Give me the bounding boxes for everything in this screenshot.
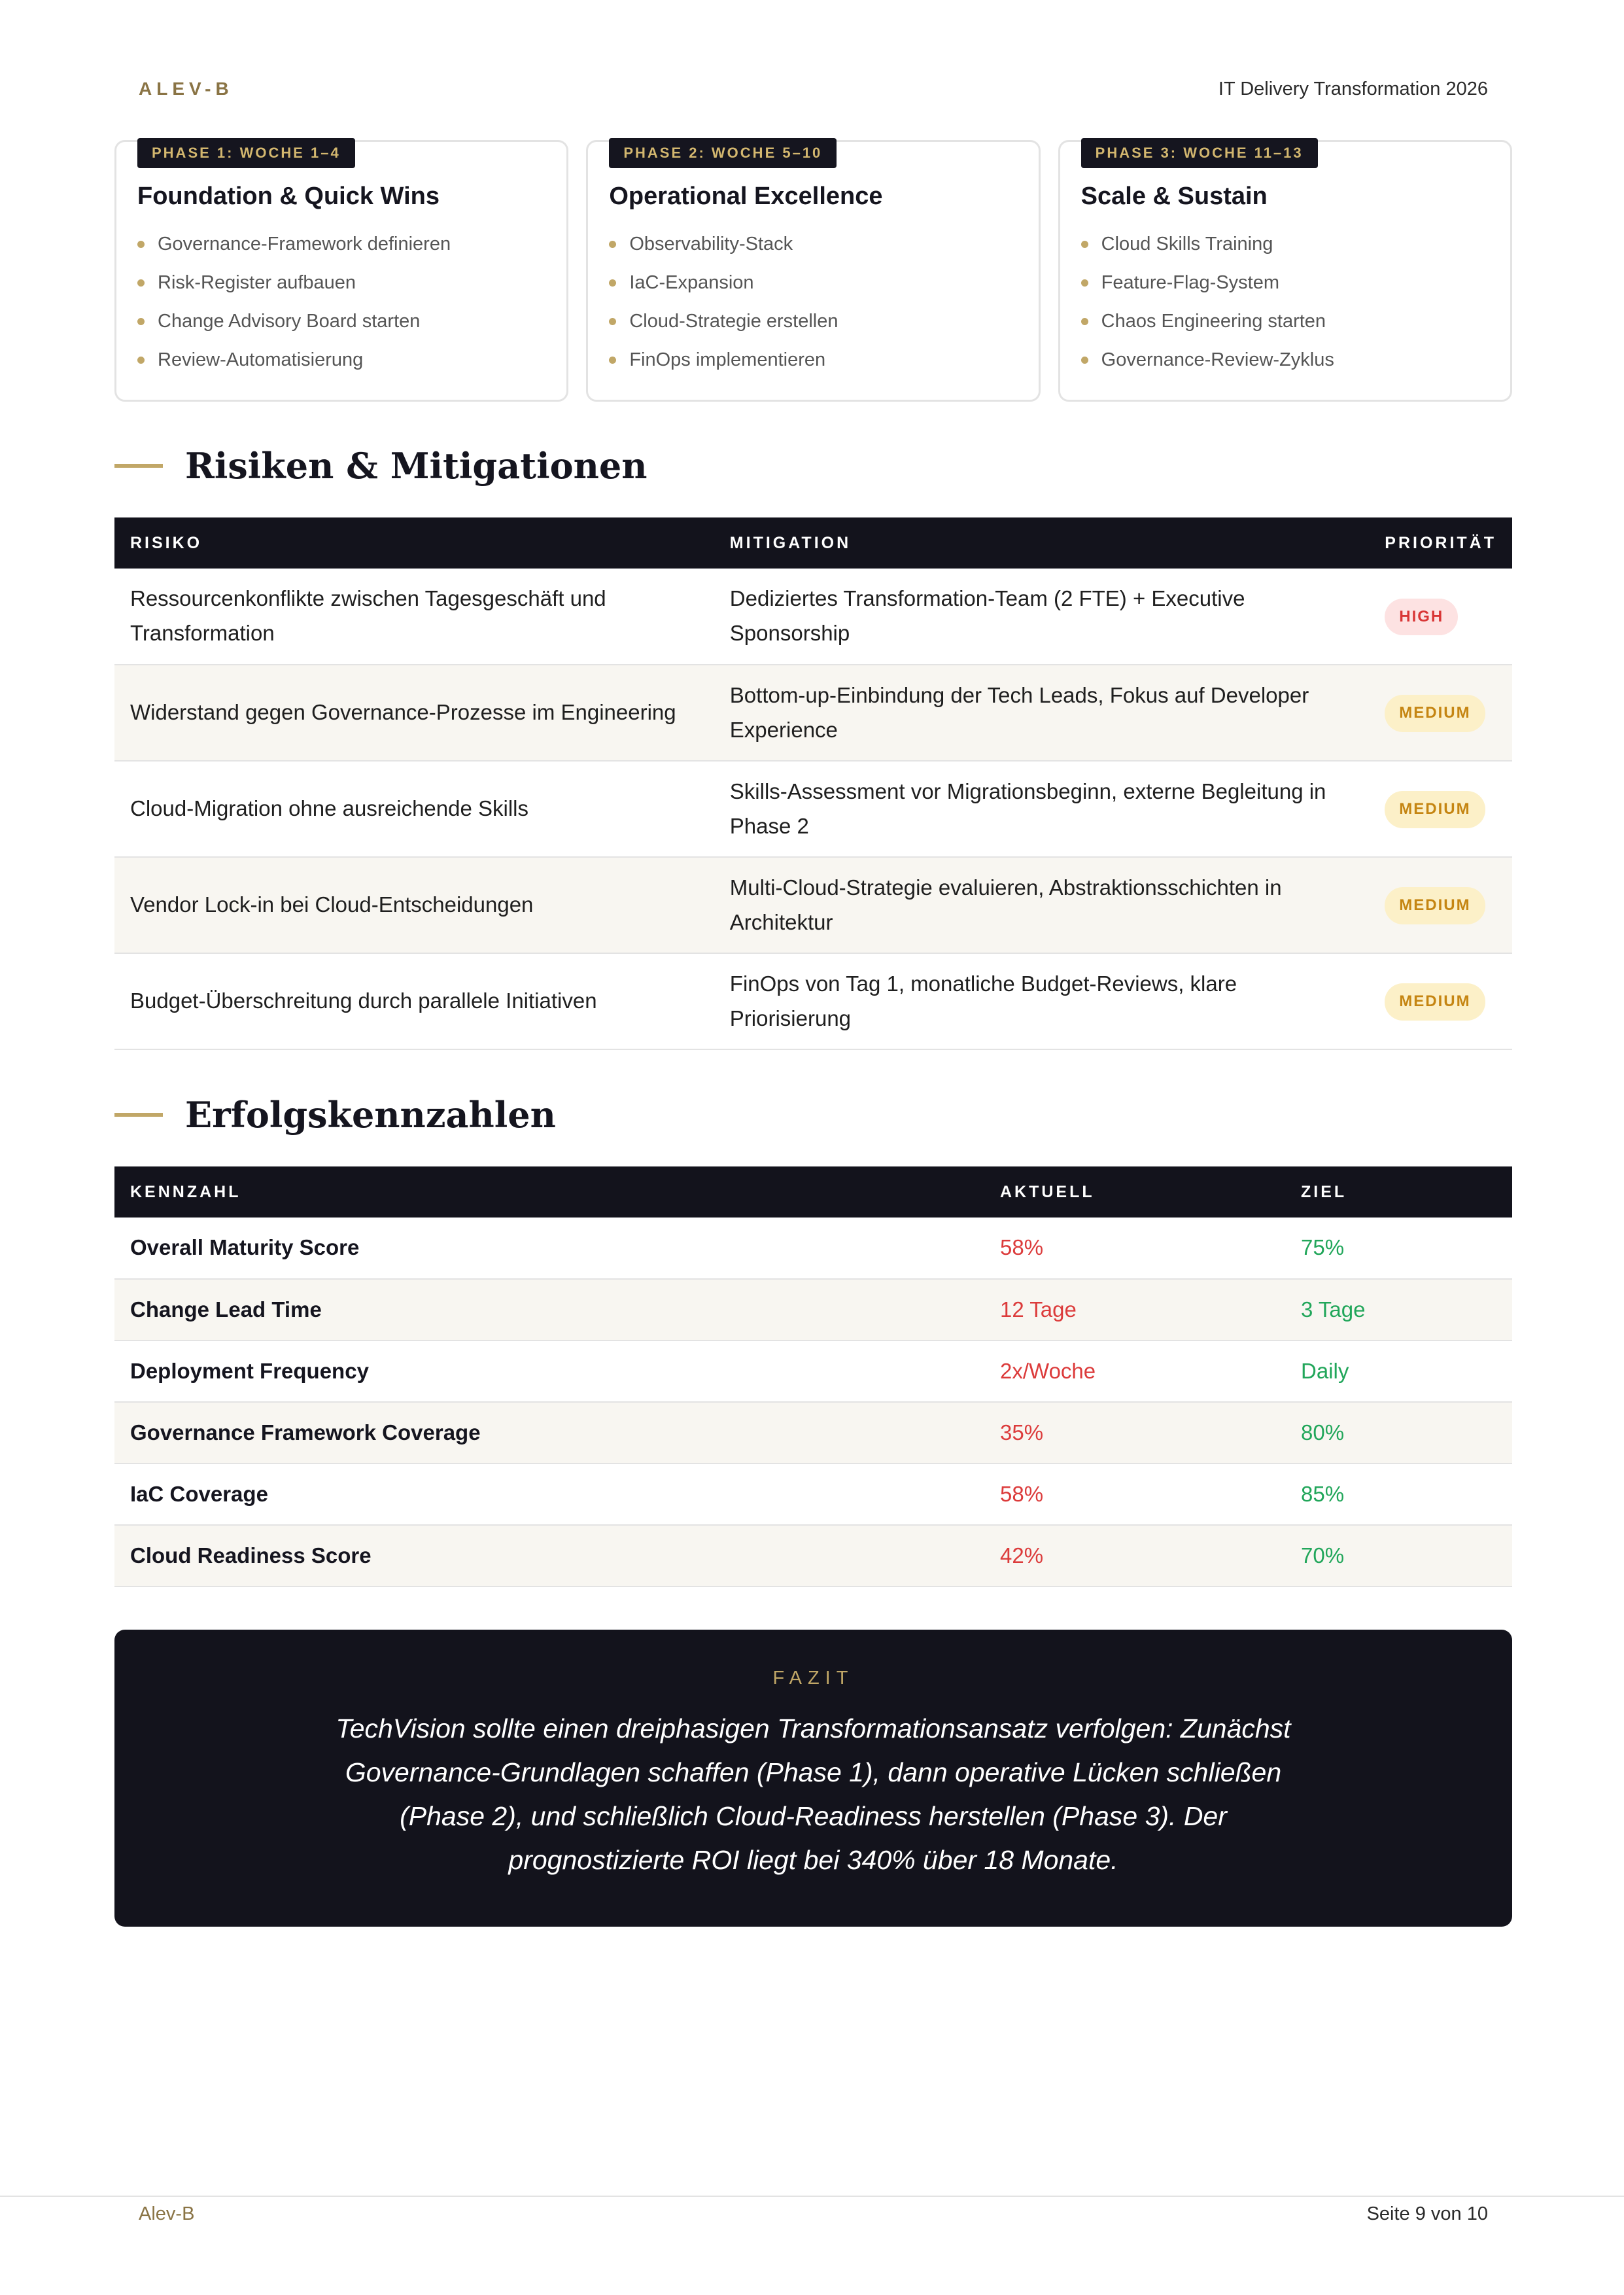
kpi-section-heading (114, 1094, 556, 1136)
priority-badge: MEDIUM (1385, 983, 1485, 1020)
phase-title: Scale & Sustain (1080, 183, 1268, 210)
bullet-icon (1081, 279, 1088, 287)
table-row (114, 569, 1512, 665)
page-number: Seite 9 von 10 (1366, 2203, 1488, 2224)
risk-cell: Vendor Lock-in bei Cloud-Entscheidungen (114, 857, 714, 953)
section-title: Risiken & Mitigationen (185, 445, 648, 487)
table-row (114, 1525, 1512, 1586)
kpi-current: 35% (984, 1402, 1285, 1463)
priority-badge: MEDIUM (1385, 887, 1485, 924)
kpi-current: 58% (984, 1218, 1285, 1279)
list-item: Risk-Register aufbauen (137, 264, 545, 302)
list-item: Cloud Skills Training (1081, 225, 1489, 264)
phase-tag: PHASE 1: WOCHE 1–4 (137, 138, 355, 168)
conclusion-label: FAZIT (772, 1668, 854, 1689)
priority-cell (1369, 953, 1512, 1049)
list-item: Review-Automatisierung (137, 341, 545, 379)
phase-cards (114, 140, 1512, 402)
bullet-icon (137, 279, 145, 287)
bullet-icon (137, 241, 145, 248)
kpi-target: 70% (1285, 1525, 1512, 1586)
priority-cell (1369, 569, 1512, 665)
kpi-name: Change Lead Time (114, 1279, 984, 1340)
mitigation-cell: Skills-Assessment vor Migrationsbeginn, externe Begleitung in Phase 2 (714, 761, 1369, 857)
column-header-mitigation: MITIGATION (714, 517, 1369, 569)
risks-table (114, 517, 1512, 1050)
table-row (114, 761, 1512, 857)
priority-cell (1369, 665, 1512, 761)
mitigation-cell: Bottom-up-Einbindung der Tech Leads, Fokus auf Developer Experience (714, 665, 1369, 761)
phase-title: Foundation & Quick Wins (137, 183, 440, 210)
column-header-priority: PRIORITÄT (1369, 517, 1512, 569)
list-item: Governance-Review-Zyklus (1081, 341, 1489, 379)
bullet-icon (1081, 241, 1088, 248)
table-row (114, 953, 1512, 1049)
risks-section-heading (114, 445, 648, 487)
bullet-icon (609, 357, 616, 364)
phase-card-3 (1058, 140, 1512, 402)
footer-brand: Alev-B (139, 2203, 195, 2224)
bullet-icon (609, 318, 616, 325)
kpi-target: Daily (1285, 1340, 1512, 1402)
list-item: Observability-Stack (609, 225, 1017, 264)
table-row (114, 857, 1512, 953)
table-row (114, 1463, 1512, 1525)
kpi-current: 58% (984, 1463, 1285, 1525)
list-item: Change Advisory Board starten (137, 302, 545, 341)
kpi-name: IaC Coverage (114, 1463, 984, 1525)
table-row (114, 1340, 1512, 1402)
mitigation-cell: FinOps von Tag 1, monatliche Budget-Reviews, klare Priorisierung (714, 953, 1369, 1049)
priority-cell (1369, 857, 1512, 953)
kpi-target: 80% (1285, 1402, 1512, 1463)
phase-item-list (609, 225, 1017, 379)
table-row (114, 1218, 1512, 1279)
phase-card-2 (586, 140, 1040, 402)
phase-item-list (1081, 225, 1489, 379)
mitigation-cell: Dediziertes Transformation-Team (2 FTE) + Executive Sponsorship (714, 569, 1369, 665)
list-item: Cloud-Strategie erstellen (609, 302, 1017, 341)
priority-badge: HIGH (1385, 599, 1458, 635)
bullet-icon (137, 357, 145, 364)
bullet-icon (609, 279, 616, 287)
bullet-icon (137, 318, 145, 325)
list-item: Governance-Framework definieren (137, 225, 545, 264)
priority-badge: MEDIUM (1385, 791, 1485, 828)
column-header-risk: RISIKO (114, 517, 714, 569)
phase-item-list (137, 225, 545, 379)
column-header-target: ZIEL (1285, 1166, 1512, 1218)
phase-tag: PHASE 3: WOCHE 11–13 (1081, 138, 1318, 168)
bullet-icon (1081, 357, 1088, 364)
header-doc-title: IT Delivery Transformation 2026 (1218, 79, 1488, 99)
kpi-target: 85% (1285, 1463, 1512, 1525)
list-item: FinOps implementieren (609, 341, 1017, 379)
kpi-target: 3 Tage (1285, 1279, 1512, 1340)
column-header-kpi: KENNZAHL (114, 1166, 984, 1218)
kpi-target: 75% (1285, 1218, 1512, 1279)
risk-cell: Widerstand gegen Governance-Prozesse im Engineering (114, 665, 714, 761)
heading-accent-bar (114, 464, 163, 468)
table-row (114, 665, 1512, 761)
list-item: IaC-Expansion (609, 264, 1017, 302)
risk-cell: Cloud-Migration ohne ausreichende Skills (114, 761, 714, 857)
list-item: Chaos Engineering starten (1081, 302, 1489, 341)
table-row (114, 1279, 1512, 1340)
kpi-table (114, 1166, 1512, 1587)
risk-cell: Budget-Überschreitung durch parallele Initiativen (114, 953, 714, 1049)
footer-divider (0, 2196, 1624, 2197)
list-item: Feature-Flag-System (1081, 264, 1489, 302)
kpi-name: Overall Maturity Score (114, 1218, 984, 1279)
conclusion-text: TechVision sollte einen dreiphasigen Transformationsansatz verfolgen: Zunächst Governance-Grundlagen schaffen (Phase 1), dann operative Lücken schließen (Phase 2), und schließlich Cloud-Readiness herstellen (Phase 3). Der prognostizierte ROI liegt bei 340% über 18 Monate. (336, 1713, 1291, 1875)
heading-accent-bar (114, 1113, 163, 1117)
kpi-current: 2x/Woche (984, 1340, 1285, 1402)
phase-tag: PHASE 2: WOCHE 5–10 (609, 138, 837, 168)
mitigation-cell: Multi-Cloud-Strategie evaluieren, Abstraktionsschichten in Architektur (714, 857, 1369, 953)
section-title: Erfolgskennzahlen (185, 1094, 556, 1136)
table-row (114, 1402, 1512, 1463)
kpi-name: Governance Framework Coverage (114, 1402, 984, 1463)
kpi-name: Deployment Frequency (114, 1340, 984, 1402)
bullet-icon (609, 241, 616, 248)
phase-title: Operational Excellence (609, 183, 883, 210)
priority-badge: MEDIUM (1385, 695, 1485, 731)
table-header-row (114, 517, 1512, 569)
bullet-icon (1081, 318, 1088, 325)
column-header-current: AKTUELL (984, 1166, 1285, 1218)
kpi-name: Cloud Readiness Score (114, 1525, 984, 1586)
risk-cell: Ressourcenkonflikte zwischen Tagesgeschäft und Transformation (114, 569, 714, 665)
priority-cell (1369, 761, 1512, 857)
table-header-row (114, 1166, 1512, 1218)
kpi-current: 12 Tage (984, 1279, 1285, 1340)
conclusion-box (114, 1630, 1512, 1927)
header-brand: ALEV-B (139, 79, 233, 99)
phase-card-1 (114, 140, 568, 402)
kpi-current: 42% (984, 1525, 1285, 1586)
